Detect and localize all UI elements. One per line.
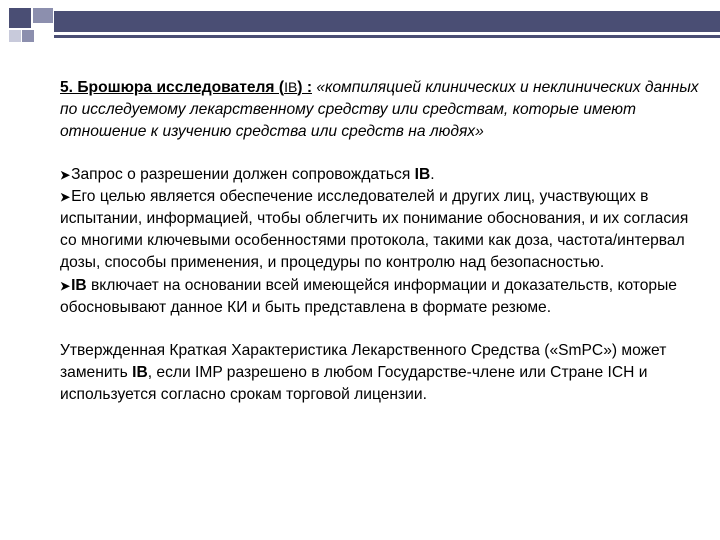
arrow-bullet-icon: ➤ [60, 278, 71, 293]
bullet-list [60, 164, 700, 319]
arrow-bullet-icon: ➤ [60, 189, 71, 204]
list-item: ➤Запрос о разрешении должен сопровождаться IB. [60, 165, 435, 183]
top-banner-bar [54, 8, 720, 38]
list-item: ➤Его целью является обеспечение исследователей и других лиц, участвующих в испытании, информацией, чтобы облегчить их понимание обоснования, и их согласия со многими ключевыми особенностями протокола, такими как доза, частота/интервал дозы, способы применения, и процедуры по контролю над безопасностью. [60, 187, 689, 272]
corner-square [9, 30, 21, 42]
corner-square [9, 8, 31, 28]
heading-definition: «компиляцией клинических и неклинических данных по исследуемому лекарственному средству или средствам, которые имеют отношение к изучению средства или средств на людях» [60, 79, 699, 141]
corner-square [22, 30, 34, 42]
arrow-bullet-icon: ➤ [60, 167, 71, 182]
list-item: ➤IB включает на основании всей имеющейся информации и доказательств, которые обосновывают данное КИ и быть представлена в формате резюме. [60, 276, 677, 316]
corner-square [33, 8, 53, 23]
slide-content [60, 76, 700, 407]
heading-title: 5. Брошюра исследователя (IB) : [60, 79, 313, 96]
ib-abbreviation: IB [284, 79, 298, 95]
closing-paragraph: Утвержденная Краткая Характеристика Лекарственного Средства («SmPC») может заменить IB, если IMP разрешено в любом Государстве-члене или Стране ICH и используется согласно срокам торговой лицензии. [60, 342, 667, 404]
slide-heading [60, 76, 700, 144]
